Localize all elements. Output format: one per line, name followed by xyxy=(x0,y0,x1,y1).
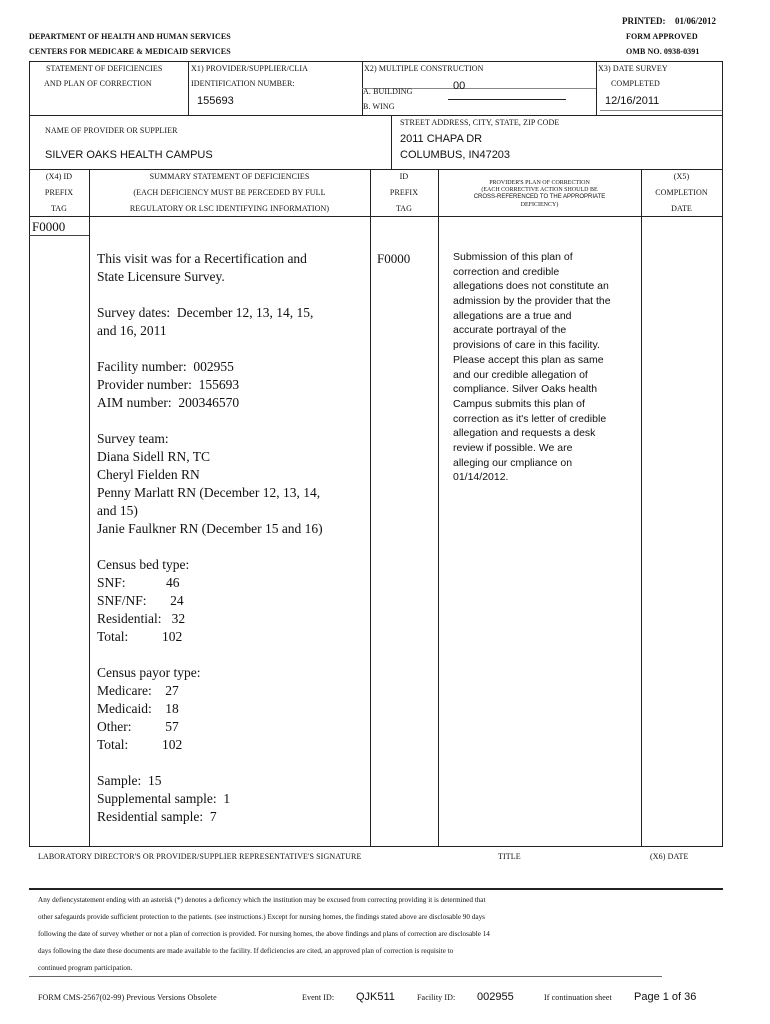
table-right-border xyxy=(722,61,723,847)
form-number: FORM CMS-2567(02-99) Previous Versions Obsolete xyxy=(38,993,217,1002)
top-table-border-mid xyxy=(29,115,723,116)
summary-line xyxy=(97,340,323,358)
col-divider-plan xyxy=(641,169,642,847)
x1-label-2: IDENTIFICATION NUMBER: xyxy=(191,79,295,88)
address-line-2: COLUMBUS, IN47203 xyxy=(400,149,511,161)
summary-line: Residential: 32 xyxy=(97,611,186,626)
building-label: A. BUILDING xyxy=(363,87,413,96)
x3-underline xyxy=(600,110,722,111)
signature-label: LABORATORY DIRECTOR'S OR PROVIDER/SUPPLIER REPRESENTATIVE'S SIGNATURE xyxy=(38,852,362,861)
summary-line: Medicare: 27 xyxy=(97,683,179,698)
summary-line: Medicaid: 18 xyxy=(97,701,179,716)
disclaimer-line: continued program participation. xyxy=(38,964,133,972)
plan-line: alleging our cmpliance on xyxy=(453,456,573,469)
plan-line: and our credible allegation of xyxy=(453,368,588,381)
building-value: 00 xyxy=(453,80,466,92)
summary-line: Facility number: 002955 xyxy=(97,359,234,374)
date-label: (X6) DATE xyxy=(650,852,689,861)
x5-header-3: DATE xyxy=(671,204,692,213)
plan-label: AND PLAN OF CORRECTION xyxy=(44,79,152,88)
statement-label: STATEMENT OF DEFICIENCIES xyxy=(46,64,163,73)
plan-line: provisions of care in this facility. xyxy=(453,339,600,352)
summary-line xyxy=(97,646,323,664)
plan-line: review if possible. We are xyxy=(453,441,573,454)
table-bottom-border xyxy=(29,846,723,847)
summary-line: Cheryl Fielden RN xyxy=(97,467,200,482)
plan-header-2: (EACH CORRECTIVE ACTION SHOULD BE xyxy=(481,187,598,193)
plan-line: allegations does not constitute an xyxy=(453,280,609,293)
plan-line: allegation and requests a desk xyxy=(453,427,596,440)
summary-header-1: SUMMARY STATEMENT OF DEFICIENCIES xyxy=(149,172,310,181)
signature-row-bottom xyxy=(29,888,723,890)
event-id-value: QJK511 xyxy=(356,991,395,1003)
disclaimer-line: following the date of survey whether or not a plan of correction is provided. For nursing homes, the above findings and plans of correction are disclosable 14 xyxy=(38,930,490,938)
summary-statement xyxy=(97,250,323,826)
summary-line: Survey team: xyxy=(97,431,169,446)
summary-line: SNF: 46 xyxy=(97,575,180,590)
plan-line: Campus submits this plan of xyxy=(453,397,585,410)
plan-of-correction xyxy=(453,250,611,485)
summary-line: Janie Faulkner RN (December 15 and 16) xyxy=(97,521,323,536)
plan-line: compliance. Silver Oaks health xyxy=(453,383,598,396)
disclaimer-divider xyxy=(29,976,662,977)
title-label: TITLE xyxy=(498,852,521,861)
prefix-tag: F0000 xyxy=(32,219,66,234)
address-label: STREET ADDRESS, CITY, STATE, ZIP CODE xyxy=(400,118,560,127)
event-id-label: Event ID: xyxy=(302,993,335,1002)
divider-address xyxy=(391,115,392,169)
facility-id-value: 002955 xyxy=(477,991,514,1003)
x5-header-1: (X5) xyxy=(673,172,690,181)
summary-line: Census payor type: xyxy=(97,665,201,680)
summary-line: Census bed type: xyxy=(97,557,190,572)
summary-line: Residential sample: 7 xyxy=(97,809,217,824)
plan-line: 01/14/2012. xyxy=(453,471,509,484)
prefix-tag-underline xyxy=(29,235,89,236)
id-header-1: ID xyxy=(399,172,409,181)
top-table-border-top xyxy=(29,61,723,62)
summary-header-3: REGULATORY OR LSC IDENTIFYING INFORMATION) xyxy=(129,204,330,213)
plan-header-1: PROVIDER'S PLAN OF CORRECTION xyxy=(489,180,590,186)
summary-line: Diana Sidell RN, TC xyxy=(97,449,210,464)
x2-label: X2) MULTIPLE CONSTRUCTION xyxy=(364,64,484,73)
summary-line: Total: 102 xyxy=(97,737,183,752)
divider-x1 xyxy=(188,61,189,115)
page-number: Page 1 of 36 xyxy=(634,991,697,1003)
plan-line: correction and credible xyxy=(453,265,560,278)
x5-header-2: COMPLETION xyxy=(655,188,708,197)
summary-line: This visit was for a Recertification and xyxy=(97,251,307,266)
provider-id-value: 155693 xyxy=(197,95,234,107)
continuation-label: If continuation sheet xyxy=(544,993,612,1002)
x3-label: X3) DATE SURVEY xyxy=(598,64,668,73)
plan-line: accurate portrayal of the xyxy=(453,324,567,337)
plan-line: allegations are a true and xyxy=(453,309,572,322)
summary-line: Penny Marlatt RN (December 12, 13, 14, xyxy=(97,485,321,500)
disclaimer-line: Any defiencystatement ending with an asterisk (*) denotes a deficency which the institution may be excused from correcting providing it is determined that xyxy=(38,896,486,904)
survey-date-value: 12/16/2011 xyxy=(605,95,660,107)
summary-line: and 15) xyxy=(97,503,138,518)
column-header-border-bottom xyxy=(29,216,723,217)
summary-line: Sample: 15 xyxy=(97,773,162,788)
col-divider-prefix xyxy=(89,169,90,847)
summary-line: Provider number: 155693 xyxy=(97,377,240,392)
summary-line: Total: 102 xyxy=(97,629,183,644)
provider-name-label: NAME OF PROVIDER OR SUPPLIER xyxy=(45,126,178,135)
plan-header-4: DEFICIENCY) xyxy=(520,202,559,208)
form-approved: FORM APPROVED xyxy=(626,32,698,41)
summary-line: and 16, 2011 xyxy=(97,323,167,338)
plan-line: admission by the provider that the xyxy=(453,295,611,308)
building-underline xyxy=(448,99,566,100)
id-tag: F0000 xyxy=(377,251,411,266)
summary-line: AIM number: 200346570 xyxy=(97,395,240,410)
plan-line: Please accept this plan as same xyxy=(453,353,604,366)
centers-name: CENTERS FOR MEDICARE & MEDICAID SERVICES xyxy=(29,47,231,56)
plan-line: Submission of this plan of xyxy=(453,251,573,263)
col-divider-id xyxy=(438,169,439,847)
facility-id-label: Facility ID: xyxy=(417,993,456,1002)
address-line-1: 2011 CHAPA DR xyxy=(400,133,483,145)
summary-line: SNF/NF: 24 xyxy=(97,593,184,608)
x4-header-1: (X4) ID xyxy=(45,172,73,181)
wing-label: B. WING xyxy=(363,102,395,111)
summary-line: Supplemental sample: 1 xyxy=(97,791,231,806)
x4-header-3: TAG xyxy=(50,204,68,213)
summary-line: Other: 57 xyxy=(97,719,179,734)
summary-line xyxy=(97,286,323,304)
plan-line: correction as it's letter of credible xyxy=(453,412,607,425)
disclaimer-line: other safegaurds provide sufficient protection to the patients. (see instructions.) Except for nursing homes, the findings stated above are disclosable 90 days xyxy=(38,913,485,921)
department-name: DEPARTMENT OF HEALTH AND HUMAN SERVICES xyxy=(29,32,231,41)
col-divider-summary xyxy=(370,169,371,847)
summary-line xyxy=(97,412,323,430)
x3-label-2: COMPLETED xyxy=(611,79,660,88)
disclaimer-line: days following the date these documents are made available to the facility. If deficiencies are cited, an approved plan of correction is requisite to xyxy=(38,947,454,955)
divider-x3 xyxy=(596,61,597,115)
omb-number: OMB NO. 0938-0391 xyxy=(626,47,700,56)
id-header-2: PREFIX xyxy=(389,188,419,197)
summary-line: State Licensure Survey. xyxy=(97,269,225,284)
x1-label: X1) PROVIDER/SUPPLIER/CLIA xyxy=(191,64,309,73)
top-table-border-bottom xyxy=(29,169,723,170)
provider-name-value: SILVER OAKS HEALTH CAMPUS xyxy=(45,149,213,161)
summary-line xyxy=(97,754,323,772)
x4-header-2: PREFIX xyxy=(44,188,74,197)
plan-header-3: CROSS-REFERENCED TO THE APPROPRIATE xyxy=(473,194,606,200)
summary-header-2: (EACH DEFICIENCY MUST BE PERCEDED BY FULL xyxy=(133,188,326,197)
summary-line xyxy=(97,538,323,556)
printed-label: PRINTED: xyxy=(622,16,666,26)
summary-line: Survey dates: December 12, 13, 14, 15, xyxy=(97,305,314,320)
printed-date: 01/06/2012 xyxy=(675,16,717,26)
id-header-3: TAG xyxy=(395,204,413,213)
